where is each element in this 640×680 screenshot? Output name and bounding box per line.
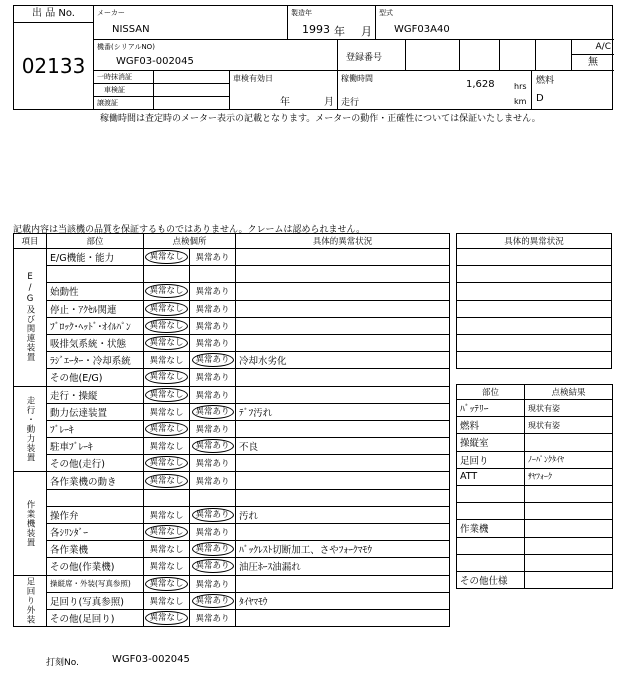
status-abnormal-cell (190, 558, 236, 575)
status-abnormal-circled: 異常あり (192, 508, 234, 522)
status-normal-label: 異常なし (149, 356, 184, 367)
result-part-cell: 作業機 (457, 520, 525, 537)
status-abnormal-cell (190, 506, 236, 523)
part-cell (47, 489, 144, 506)
right-result-table (456, 384, 613, 589)
cert-label-2: 車検証 (104, 86, 125, 94)
cert-cell-3 (94, 97, 154, 110)
status-normal-cell (144, 506, 190, 523)
table-row (457, 300, 612, 317)
table-row (14, 541, 450, 558)
header-block (13, 5, 613, 110)
result-part-cell (457, 485, 525, 502)
year-value: 1993 (302, 23, 330, 36)
status-normal-cell (144, 455, 190, 472)
table-row (14, 506, 450, 523)
status-normal-cell (144, 334, 190, 351)
detail-cell (236, 369, 450, 386)
table-row (457, 503, 613, 520)
year-cell (288, 6, 376, 40)
status-normal-label: 異常なし (149, 510, 184, 521)
part-cell: その他(作業機) (47, 558, 144, 575)
status-normal-label: 異常なし (149, 562, 184, 573)
status-normal-cell (144, 438, 190, 455)
status-abnormal-cell (190, 334, 236, 351)
status-normal-circled: 異常なし (145, 525, 187, 539)
right-detail-header: 具体的異常状況 (457, 234, 612, 249)
cert-box-2 (154, 84, 230, 97)
table-row (14, 334, 450, 351)
status-normal-cell (144, 352, 190, 369)
table-row (457, 537, 613, 554)
result-value-cell (525, 520, 613, 537)
status-normal-circled: 異常なし (145, 577, 187, 591)
status-abnormal-cell (190, 403, 236, 420)
hours-value: 1,628 (466, 79, 495, 90)
table-row (14, 524, 450, 541)
status-abnormal-cell (190, 455, 236, 472)
detail-cell (236, 489, 450, 506)
detail-cell (236, 334, 450, 351)
month-unit: 月 (361, 25, 372, 38)
reg-box-4 (536, 40, 572, 71)
right-result-header-part: 部位 (457, 385, 525, 400)
detail-cell (236, 386, 450, 403)
table-row (14, 609, 450, 626)
status-abnormal-cell (190, 524, 236, 541)
table-row (457, 485, 613, 502)
result-value-cell: 現状有姿 (525, 417, 613, 434)
status-normal-circled: 異常なし (145, 388, 187, 402)
status-abnormal-cell (190, 472, 236, 489)
footer-stamp-label: 打刻No. (46, 658, 79, 668)
part-cell: その他(E/G) (47, 369, 144, 386)
status-normal-cell (144, 369, 190, 386)
part-cell: 各作業機 (47, 541, 144, 558)
table-row (457, 283, 612, 300)
serial-value: WGF03-002045 (116, 56, 194, 67)
status-normal-cell (144, 558, 190, 575)
status-normal-circled: 異常なし (145, 370, 187, 384)
inspection-table (13, 233, 450, 627)
right-detail-cell (457, 334, 612, 351)
right-detail-cell (457, 249, 612, 266)
status-normal-label: 異常なし (149, 407, 184, 418)
hours-label: 稼働時間 (341, 74, 373, 83)
detail-cell (236, 455, 450, 472)
result-value-cell (525, 485, 613, 502)
table-row (457, 468, 613, 485)
status-abnormal-cell (190, 386, 236, 403)
status-abnormal-cell (190, 317, 236, 334)
hours-disclaimer: 稼働時間は査定時のメーター表示の記載となります。メーターの動作・正確性については保証いたしません。 (100, 114, 541, 124)
status-abnormal-cell (190, 489, 236, 506)
status-normal-cell (144, 575, 190, 592)
part-cell: 走行・操縦 (47, 386, 144, 403)
inspection-month-unit: 月 (324, 97, 334, 108)
status-abnormal-cell (190, 352, 236, 369)
status-abnormal-cell (190, 266, 236, 283)
inspection-year-unit: 年 (280, 97, 290, 108)
table-row (14, 420, 450, 437)
cert-label-3: 譲渡証 (97, 99, 118, 107)
result-part-cell (457, 537, 525, 554)
item-no: 02133 (21, 54, 86, 78)
status-normal-label: 異常なし (149, 596, 184, 607)
status-abnormal-circled: 異常あり (192, 559, 234, 573)
right-result-header-row (457, 385, 613, 400)
detail-cell (236, 266, 450, 283)
part-cell: ﾌﾞﾛｯｸ･ﾍｯﾄﾞ･ｵｲﾙﾊﾟﾝ (47, 317, 144, 334)
maker-cell (94, 6, 288, 40)
right-detail-cell (457, 317, 612, 334)
status-normal-circled: 異常なし (145, 319, 187, 333)
table-row (14, 403, 450, 420)
right-detail-cell (457, 300, 612, 317)
detail-cell (236, 249, 450, 266)
table-row (14, 455, 450, 472)
cert-cell-1 (94, 71, 154, 84)
status-abnormal-cell (190, 420, 236, 437)
serial-label: 機番(シリアルNO) (97, 43, 155, 51)
status-normal-cell (144, 283, 190, 300)
status-normal-label: 異常なし (149, 545, 184, 556)
status-normal-cell (144, 609, 190, 626)
status-normal-label: 異常なし (149, 442, 184, 453)
status-abnormal-label: 異常あり (195, 253, 230, 264)
model-value: WGF03A40 (394, 24, 450, 35)
right-detail-cell (457, 352, 612, 369)
detail-cell: ﾊﾞｯｸﾚｽﾄ切断加工、さやﾌｫｰｸﾏﾓｳ (236, 541, 450, 558)
status-abnormal-circled: 異常あり (192, 594, 234, 608)
status-normal-circled: 異常なし (145, 611, 187, 625)
status-normal-cell (144, 249, 190, 266)
status-abnormal-label: 異常あり (195, 321, 230, 332)
part-cell: 始動性 (47, 283, 144, 300)
status-normal-cell (144, 317, 190, 334)
result-part-cell: 足回り (457, 451, 525, 468)
table-header-row (14, 234, 450, 249)
table-row (457, 249, 612, 266)
status-abnormal-label: 異常あり (195, 304, 230, 315)
result-value-cell (525, 571, 613, 588)
fuel-cell (532, 71, 614, 110)
cert-box-1 (154, 71, 230, 84)
table-row (14, 592, 450, 609)
table-row (14, 575, 450, 592)
table-row (457, 451, 613, 468)
status-abnormal-label: 異常あり (195, 390, 230, 401)
category-cell: 走行・動力装置 (14, 386, 47, 472)
result-part-cell (457, 503, 525, 520)
category-cell: E/G及び関連装置 (14, 249, 47, 387)
category-cell: 作業機装置 (14, 472, 47, 575)
table-row (14, 438, 450, 455)
detail-cell: ﾃﾞﾌ汚れ (236, 403, 450, 420)
ac-label: A/C (595, 42, 611, 52)
right-detail-cell (457, 266, 612, 283)
status-normal-cell (144, 472, 190, 489)
header-check: 点検個所 (144, 234, 236, 249)
result-value-cell (525, 434, 613, 451)
status-abnormal-cell (190, 541, 236, 558)
status-abnormal-cell (190, 592, 236, 609)
cert-label-1: 一時抹消証 (97, 73, 132, 81)
part-cell: 停止・ｱｸｾﾙ関連 (47, 300, 144, 317)
status-normal-circled: 異常なし (145, 456, 187, 470)
status-normal-cell (144, 420, 190, 437)
table-row (457, 520, 613, 537)
detail-cell: 冷却水劣化 (236, 352, 450, 369)
table-row (14, 352, 450, 369)
status-abnormal-cell (190, 249, 236, 266)
status-normal-cell (144, 524, 190, 541)
status-abnormal-label: 異常あり (195, 424, 230, 435)
ac-label-cell (572, 40, 614, 55)
cert-cell-2 (94, 84, 154, 97)
result-part-cell (457, 554, 525, 571)
table-row (14, 472, 450, 489)
model-cell (376, 6, 614, 40)
status-abnormal-label: 異常あり (195, 614, 230, 625)
status-normal-circled: 異常なし (145, 250, 187, 264)
status-abnormal-cell (190, 300, 236, 317)
table-row (14, 249, 450, 266)
detail-cell (236, 317, 450, 334)
part-cell: ﾌﾞﾚｰｷ (47, 420, 144, 437)
table-row (457, 554, 613, 571)
result-part-cell: ﾊﾞｯﾃﾘｰ (457, 400, 525, 417)
header-detail: 具体的異常状況 (236, 234, 450, 249)
maker-label: メーカー (97, 9, 125, 17)
table-row (14, 283, 450, 300)
table-row (457, 434, 613, 451)
detail-cell (236, 300, 450, 317)
detail-cell: 汚れ (236, 506, 450, 523)
ac-value-cell (572, 55, 614, 71)
table-row (457, 317, 612, 334)
inspection-cell (230, 71, 338, 110)
status-normal-cell (144, 592, 190, 609)
km-unit: km (514, 97, 527, 106)
status-abnormal-label: 異常あり (195, 287, 230, 298)
detail-cell (236, 524, 450, 541)
year-unit: 年 (334, 25, 345, 38)
status-normal-cell (144, 386, 190, 403)
status-normal-cell (144, 403, 190, 420)
status-normal-cell (144, 541, 190, 558)
footer-stamp-value: WGF03-002045 (112, 654, 190, 665)
part-cell: ﾗｼﾞｴｰﾀｰ・冷却系統 (47, 352, 144, 369)
status-normal-cell (144, 266, 190, 283)
status-normal-circled: 異常なし (145, 284, 187, 298)
content-disclaimer: 記載内容は当該機の品質を保証するものではありません。クレームは認められません。 (13, 225, 366, 235)
status-abnormal-circled: 異常あり (192, 542, 234, 556)
status-normal-circled: 異常なし (145, 302, 187, 316)
table-row (14, 317, 450, 334)
status-abnormal-label: 異常あり (195, 579, 230, 590)
item-no-cell (14, 23, 94, 110)
fuel-value: D (536, 93, 544, 104)
table-row (14, 266, 450, 283)
part-cell: 吸排気系統・状態 (47, 334, 144, 351)
table-row (14, 558, 450, 575)
part-cell: 各ｼﾘﾝﾀﾞｰ (47, 524, 144, 541)
detail-cell: ﾀｲﾔﾏﾓｳ (236, 592, 450, 609)
status-abnormal-cell (190, 369, 236, 386)
hrs-unit: hrs (514, 82, 527, 91)
result-value-cell (525, 537, 613, 554)
detail-cell (236, 575, 450, 592)
table-row (14, 300, 450, 317)
detail-cell (236, 472, 450, 489)
status-abnormal-cell (190, 438, 236, 455)
status-normal-circled: 異常なし (145, 422, 187, 436)
cert-box-3 (154, 97, 230, 110)
part-cell: その他(走行) (47, 455, 144, 472)
result-part-cell: 操縦室 (457, 434, 525, 451)
result-value-cell: 現状有姿 (525, 400, 613, 417)
part-cell: 操作弁 (47, 506, 144, 523)
detail-cell: 不良 (236, 438, 450, 455)
status-abnormal-label: 異常あり (195, 528, 230, 539)
reg-box-2 (460, 40, 500, 71)
status-abnormal-cell (190, 575, 236, 592)
hours-cell (338, 71, 532, 91)
reg-label: 登録番号 (346, 53, 383, 63)
detail-cell (236, 420, 450, 437)
result-part-cell: 燃料 (457, 417, 525, 434)
right-result-header-result: 点検結果 (525, 385, 613, 400)
mileage-cell (338, 91, 532, 110)
category-cell: 足回り外装 (14, 575, 47, 627)
part-cell: 動力伝達装置 (47, 403, 144, 420)
fuel-label: 燃料 (536, 76, 555, 86)
right-detail-cell (457, 283, 612, 300)
year-label: 製造年 (291, 9, 312, 17)
result-value-cell (525, 554, 613, 571)
table-row (457, 400, 613, 417)
part-cell: 操縦席・外装(写真参照) (47, 575, 144, 592)
table-row (14, 489, 450, 506)
detail-cell: 油圧ﾎｰｽ油漏れ (236, 558, 450, 575)
status-normal-circled: 異常なし (145, 474, 187, 488)
status-normal-cell (144, 489, 190, 506)
ac-value: 無 (588, 57, 598, 68)
status-abnormal-label: 異常あり (195, 476, 230, 487)
status-abnormal-label: 異常あり (195, 339, 230, 350)
part-cell: E/G機能・能力 (47, 249, 144, 266)
status-abnormal-cell (190, 609, 236, 626)
table-row (457, 334, 612, 351)
item-no-label: 出 品 No. (32, 8, 75, 19)
detail-cell (236, 609, 450, 626)
maker-value: NISSAN (112, 24, 150, 35)
detail-cell (236, 283, 450, 300)
result-value-cell: ｻﾔﾌｫｰｸ (525, 468, 613, 485)
header-category: 項目 (14, 234, 47, 249)
table-row (14, 386, 450, 403)
table-row (457, 352, 612, 369)
status-abnormal-cell (190, 283, 236, 300)
serial-cell (94, 40, 338, 71)
status-abnormal-label: 異常あり (195, 373, 230, 384)
table-row (457, 571, 613, 588)
inspection-label: 車検有効日 (233, 74, 273, 83)
status-abnormal-label: 異常あり (195, 459, 230, 470)
part-cell: 駐車ﾌﾞﾚｰｷ (47, 438, 144, 455)
part-cell: 各作業機の動き (47, 472, 144, 489)
model-label: 型式 (379, 9, 393, 17)
table-row (457, 417, 613, 434)
part-cell: 足回り(写真参照) (47, 592, 144, 609)
table-row (457, 266, 612, 283)
result-value-cell: ﾉｰﾊﾟﾝｸﾀｲﾔ (525, 451, 613, 468)
mileage-label: 走行 (341, 98, 360, 108)
status-normal-cell (144, 300, 190, 317)
result-part-cell: その他仕様 (457, 571, 525, 588)
status-normal-circled: 異常なし (145, 336, 187, 350)
reg-label-cell (338, 40, 406, 71)
right-detail-table (456, 233, 612, 369)
status-abnormal-circled: 異常あり (192, 405, 234, 419)
part-cell: その他(足回り) (47, 609, 144, 626)
item-no-label-cell (14, 6, 94, 23)
right-detail-header-row (457, 234, 612, 249)
header-part: 部位 (47, 234, 144, 249)
table-row (14, 369, 450, 386)
reg-box-1 (406, 40, 460, 71)
part-cell (47, 266, 144, 283)
reg-box-3 (500, 40, 536, 71)
result-value-cell (525, 503, 613, 520)
status-abnormal-circled: 異常あり (192, 439, 234, 453)
status-abnormal-circled: 異常あり (192, 353, 234, 367)
result-part-cell: ATT (457, 468, 525, 485)
